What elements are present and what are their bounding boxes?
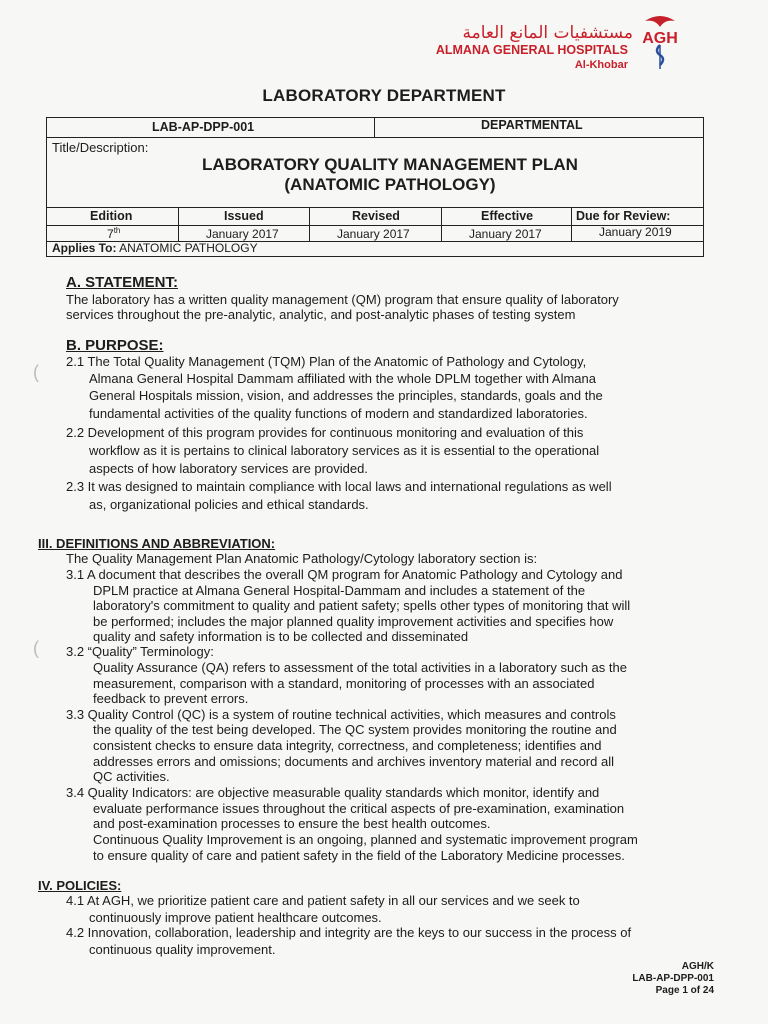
definitions-line: laboratory's commitment to quality and patient safety; spells other types of monitoring that will bbox=[93, 598, 631, 613]
applies-label: Applies To: bbox=[52, 241, 117, 255]
edition-value bbox=[107, 226, 120, 241]
definitions-line: 3.2 “Quality” Terminology: bbox=[66, 644, 214, 659]
edition-number: 7 bbox=[107, 227, 114, 241]
definitions-line: addresses errors and omissions; documents and archives inventory material and record all bbox=[93, 754, 614, 769]
department-heading: LABORATORY DEPARTMENT bbox=[262, 86, 506, 105]
col-header-effective: Effective bbox=[481, 209, 534, 223]
purpose-line: fundamental activities of the quality functions of modern and standardized laboratories. bbox=[89, 406, 588, 421]
logo-arabic-text: مستشفيات المانع العامة bbox=[462, 23, 633, 43]
definitions-line: and post-examination processes to ensure the best health outcomes. bbox=[93, 816, 491, 831]
logo-hospital-name: ALMANA GENERAL HOSPITALS bbox=[435, 43, 628, 57]
definitions-line: quality and safety information is to be collected and disseminated bbox=[93, 629, 469, 644]
logo-mark-text: AGH bbox=[642, 30, 678, 47]
table-divider bbox=[309, 207, 310, 241]
table-divider bbox=[178, 207, 179, 241]
col-header-edition: Edition bbox=[90, 209, 133, 223]
table-divider bbox=[374, 117, 375, 137]
doc-type-cell: DEPARTMENTAL bbox=[481, 118, 583, 132]
statement-line: The laboratory has a written quality management (QM) program that ensure quality of laboratory bbox=[66, 292, 619, 307]
col-header-due: Due for Review: bbox=[576, 209, 671, 223]
purpose-line: aspects of how laboratory services are provided. bbox=[89, 461, 368, 476]
table-divider bbox=[571, 207, 572, 241]
title-label: Title/Description: bbox=[52, 140, 149, 155]
policies-line: 4.2 Innovation, collaboration, leadership and integrity are the keys to our success in the process of bbox=[66, 925, 632, 940]
definitions-line: 3.3 Quality Control (QC) is a system of routine technical activities, which measures and controls bbox=[66, 707, 616, 722]
definitions-line: Quality Assurance (QA) refers to assessment of the total activities in a laboratory such as the bbox=[93, 660, 627, 675]
policies-line: continuously improve patient healthcare outcomes. bbox=[89, 910, 382, 925]
definitions-line: QC activities. bbox=[93, 769, 170, 784]
table-divider bbox=[46, 137, 703, 138]
purpose-line: as, organizational policies and ethical standards. bbox=[89, 497, 369, 512]
footer-page-number: Page 1 of 24 bbox=[655, 985, 714, 996]
policies-line: continuous quality improvement. bbox=[89, 942, 276, 957]
definitions-line: The Quality Management Plan Anatomic Pathology/Cytology laboratory section is: bbox=[66, 551, 538, 566]
purpose-line: 2.3 It was designed to maintain compliance with local laws and international regulations as well bbox=[66, 479, 612, 494]
purpose-line: Almana General Hospital Dammam affiliated with the whole DPLM together with Almana bbox=[89, 371, 596, 386]
revised-value: January 2017 bbox=[337, 227, 410, 241]
definitions-line: measurement, comparison with a standard, monitoring of processes with an associated bbox=[93, 676, 595, 691]
table-divider bbox=[441, 207, 442, 241]
effective-value: January 2017 bbox=[469, 227, 542, 241]
applies-value: ANATOMIC PATHOLOGY bbox=[119, 241, 258, 255]
definitions-line: evaluate performance issues throughout the critical aspects of pre-examination, examination bbox=[93, 801, 625, 816]
section-c-title: III. DEFINITIONS AND ABBREVIATION: bbox=[38, 536, 276, 551]
footer-code: LAB-AP-DPP-001 bbox=[632, 973, 714, 984]
definitions-line: be performed; includes the major planned quality improvement activities and specifies how bbox=[93, 614, 614, 629]
agh-logo-icon bbox=[635, 13, 685, 71]
punch-hole-mark: ( bbox=[33, 638, 39, 658]
definitions-line: Continuous Quality Improvement is an ongoing, planned and systematic improvement program bbox=[93, 832, 638, 847]
footer-org: AGH/K bbox=[681, 961, 714, 972]
purpose-line: workflow as it is pertains to clinical laboratory services as it is essential to the operational bbox=[89, 443, 600, 458]
purpose-line: General Hospitals mission, vision, and addresses the principles, standards, goals and the bbox=[89, 388, 603, 403]
due-value: January 2019 bbox=[599, 225, 672, 239]
edition-suffix: th bbox=[113, 226, 121, 235]
applies-to-row bbox=[52, 241, 258, 255]
statement-line: services throughout the pre-analytic, analytic, and post-analytic phases of testing system bbox=[66, 307, 576, 322]
definitions-line: the quality of the test being developed. The QC system provides monitoring the routine and bbox=[93, 722, 617, 737]
definitions-line: 3.4 Quality Indicators: are objective measurable quality standards which monitor, identify and bbox=[66, 785, 600, 800]
issued-value: January 2017 bbox=[206, 227, 279, 241]
doc-code-cell: LAB-AP-DPP-001 bbox=[152, 120, 255, 134]
purpose-line: 2.1 The Total Quality Management (TQM) Plan of the Anatomic of Pathology and Cytology, bbox=[66, 354, 587, 369]
col-header-revised: Revised bbox=[352, 209, 400, 223]
table-divider bbox=[46, 207, 703, 208]
col-header-issued: Issued bbox=[224, 209, 264, 223]
section-a-title: A. STATEMENT: bbox=[66, 274, 178, 291]
policies-line: 4.1 At AGH, we prioritize patient care and patient safety in all our services and we seek to bbox=[66, 893, 580, 908]
definitions-line: feedback to prevent errors. bbox=[93, 691, 249, 706]
logo-city: Al-Khobar bbox=[574, 59, 628, 71]
section-b-title: B. PURPOSE: bbox=[66, 337, 164, 354]
definitions-line: to ensure quality of care and patient safety in the field of the Laboratory Medicine processes. bbox=[93, 848, 625, 863]
definitions-line: consistent checks to ensure data integrity, correctness, and completeness; identifies and bbox=[93, 738, 602, 753]
definitions-line: DPLM practice at Almana General Hospital-Dammam and includes a statement of the bbox=[93, 583, 586, 598]
document-title-line2: (ANATOMIC PATHOLOGY) bbox=[284, 175, 496, 194]
purpose-line: 2.2 Development of this program provides for continuous monitoring and evaluation of this bbox=[66, 425, 584, 440]
section-d-title: IV. POLICIES: bbox=[38, 878, 122, 893]
definitions-line: 3.1 A document that describes the overall QM program for Anatomic Pathology and Cytology and bbox=[66, 567, 623, 582]
punch-hole-mark: ( bbox=[33, 362, 39, 382]
document-title-line1: LABORATORY QUALITY MANAGEMENT PLAN bbox=[202, 155, 578, 174]
